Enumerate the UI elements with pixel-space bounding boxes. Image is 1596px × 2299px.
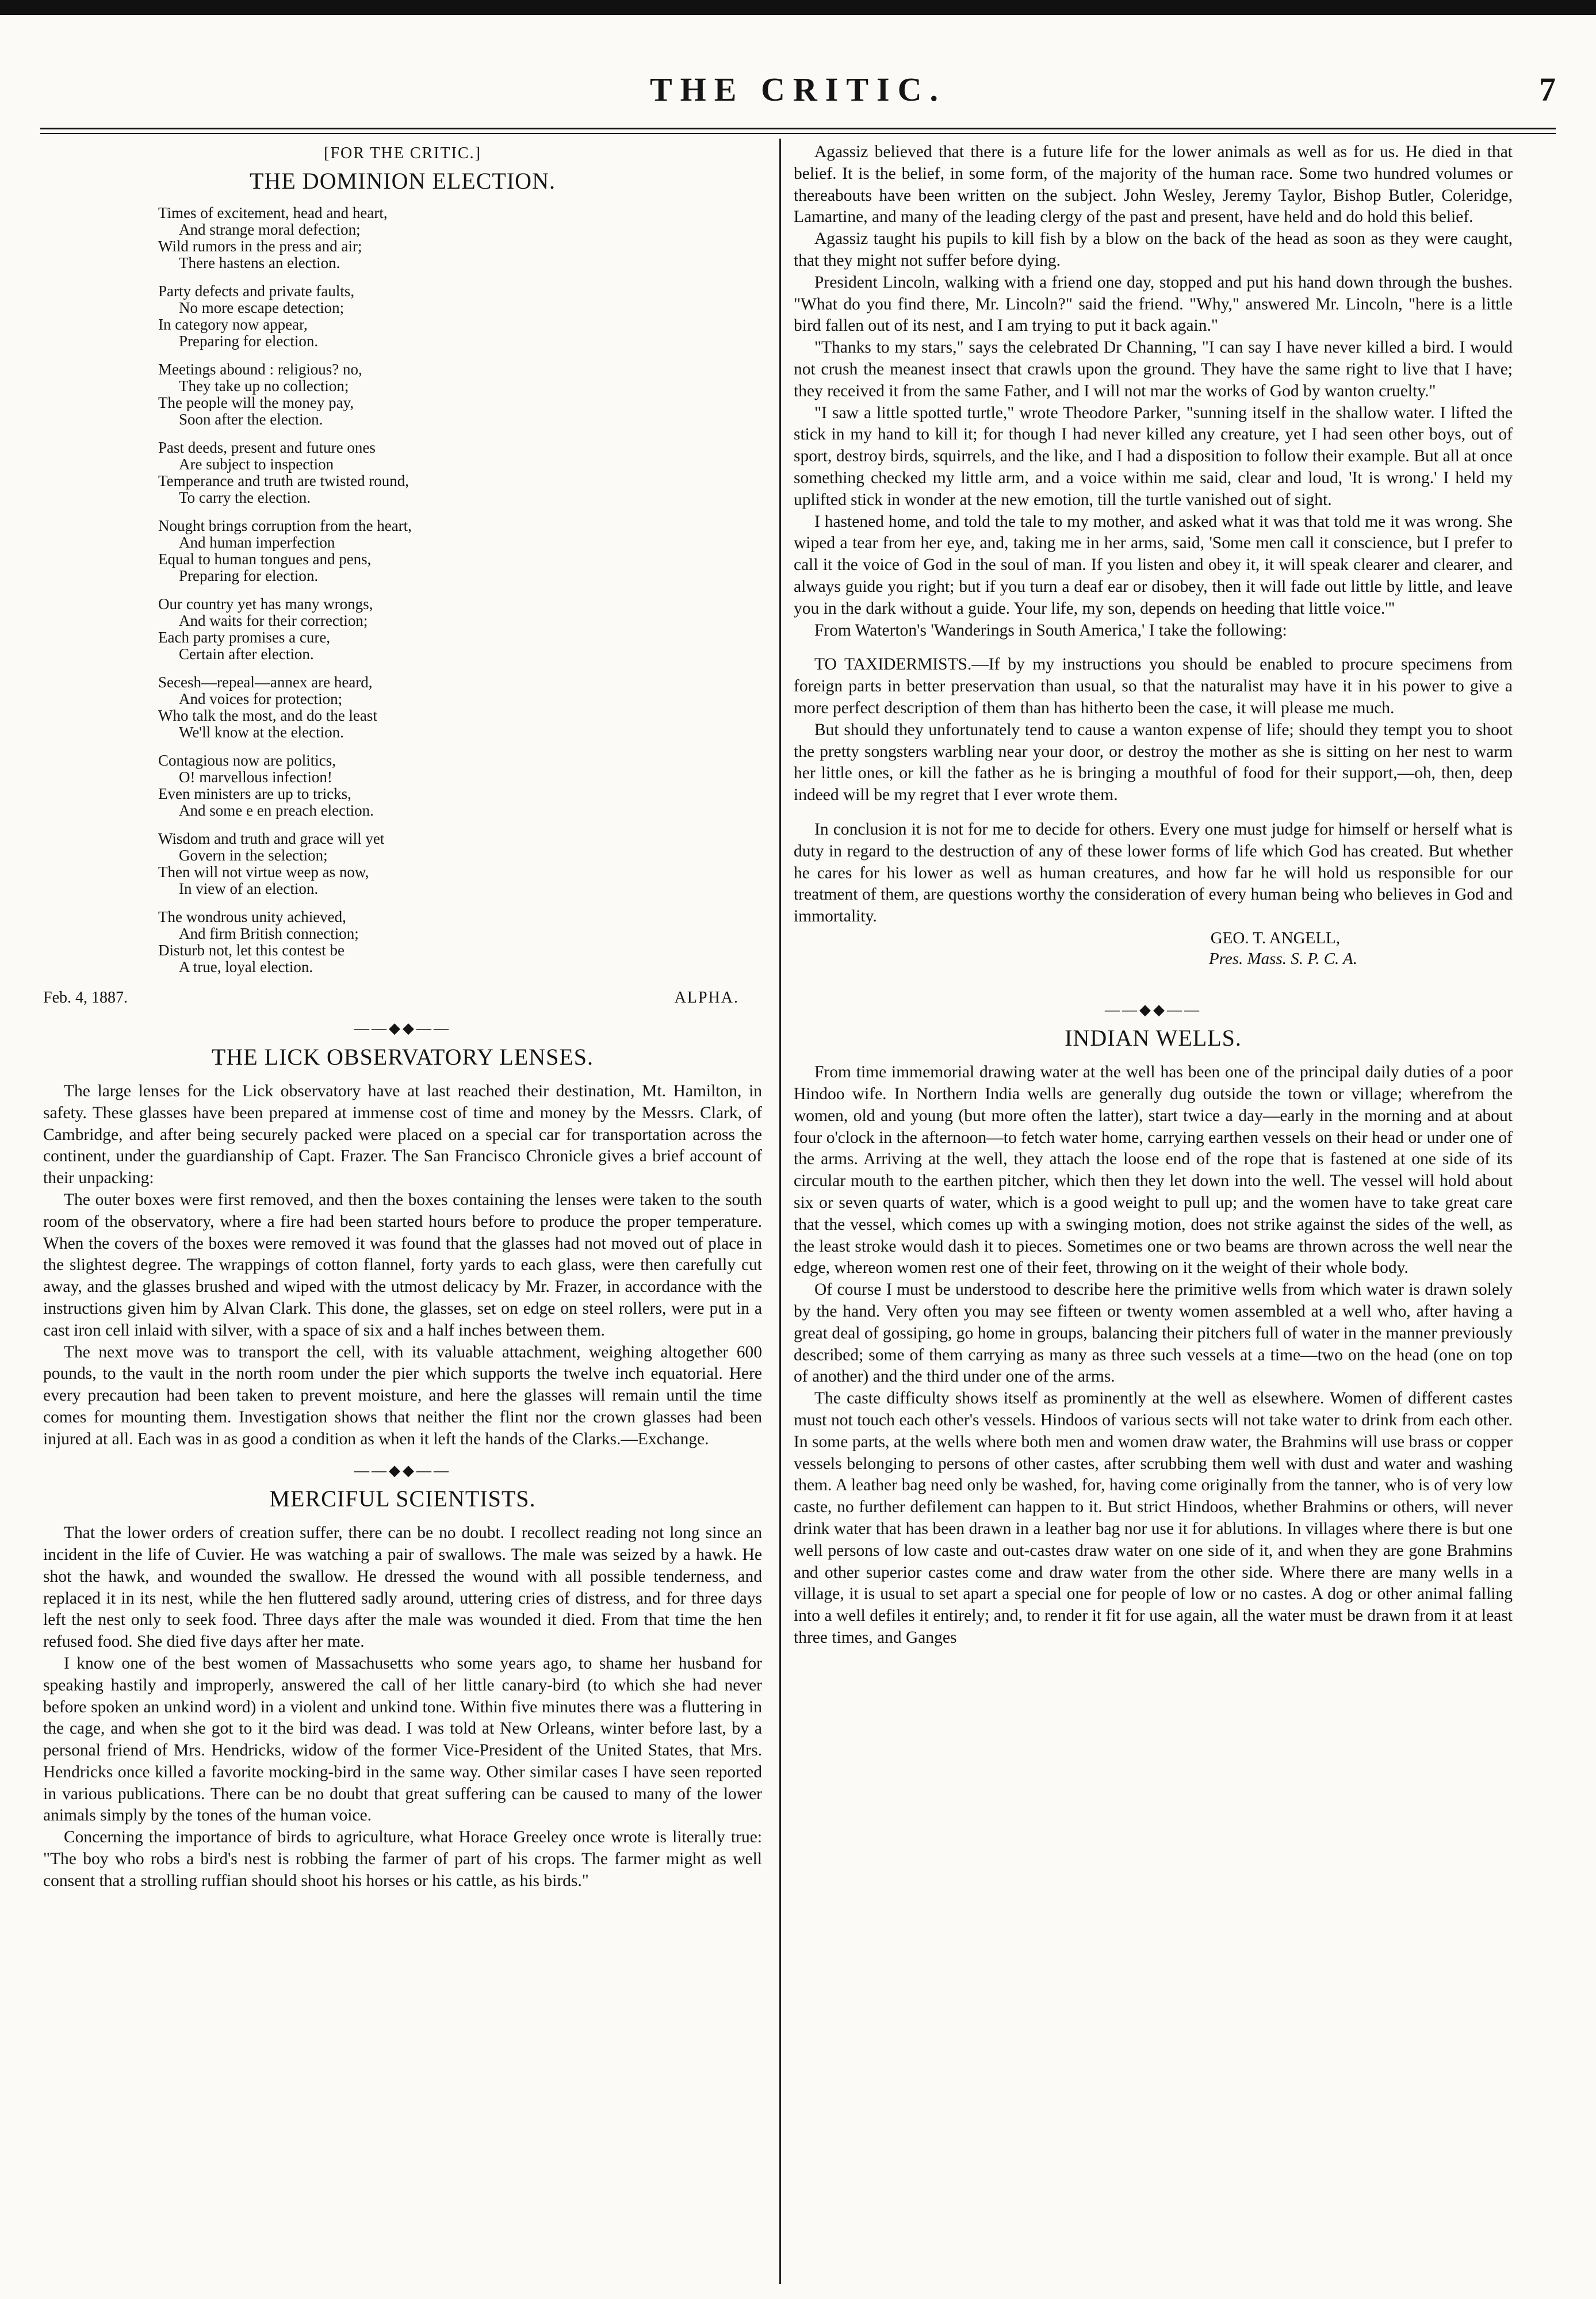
paragraph: The next move was to transport the cell, with its valuable attachment, weighing altogether 600 pounds, to the vault in the north room under the pier which supports the twelve inch equatorial. Here every precaution had been taken to prevent moisture, and here the glasses will remain until the time comes for mounting them. Investigation shows that neither the flint nor the crown glasses had been injured at all. Each was in as good a condition as when it left the hands of the Clarks.—Exchange. bbox=[43, 1342, 762, 1448]
header-rule bbox=[40, 128, 1556, 134]
top-border bbox=[0, 0, 1596, 15]
poem-line: Secesh—repeal—annex are heard, bbox=[158, 673, 373, 691]
ornament-divider: ——◆◆—— bbox=[354, 1020, 451, 1037]
right-column bbox=[794, 141, 1513, 1649]
poem-line: Govern in the selection; bbox=[179, 846, 328, 864]
paragraph: Agassiz taught his pupils to kill fish by a blow on the back of the head as soon as they were caught, that they might not suffer before dying. bbox=[794, 229, 1513, 270]
poem-line: Nought brings corruption from the heart, bbox=[158, 517, 412, 534]
poem-line: Equal to human tongues and pens, bbox=[158, 550, 372, 568]
paragraph: "I saw a little spotted turtle," wrote Theodore Parker, "sunning itself in the shallow water. I lifted the stick in my hand to kill it; for though I had never killed any creature, yet I had seen other boys, out of sport, destroy birds, squirrels, and the like, and I had a disposition to follow their example. But all at once something checked my little arm, and a voice within me said, clear and loud, 'It is wrong.' I held my uplifted stick in wonder at the new emotion, till the turtle vanished out of sight. bbox=[794, 403, 1513, 509]
poem-line: We'll know at the election. bbox=[179, 723, 344, 741]
paragraph: That the lower orders of creation suffer, there can be no doubt. I recollect reading not long since an incident in the life of Cuvier. He was watching a pair of swallows. The male was seized by a hawk. He shot the hawk, and wounded the swallow. He dressed the wound with all possible tenderness, and replaced it in its nest, while the hen fluttered sadly around, uttering cries of distress, and for three days left the nest only to seek food. Three days after the male was wounded it died. From that time the hen refused food. She died five days after her mate. bbox=[43, 1524, 762, 1651]
paragraph: From Waterton's 'Wanderings in South America,' I take the following: bbox=[814, 621, 1287, 640]
poem-line: And firm British connection; bbox=[179, 924, 359, 942]
article-body-lick bbox=[43, 1081, 762, 1451]
paragraph: TO TAXIDERMISTS.—If by my instructions you should be enabled to procure specimens from foreign parts in better preservation than usual, so that the naturalist may have it in his power to give a more perfect description of them than has hitherto been the case, it will please me much. bbox=[794, 655, 1513, 717]
waterton-quote bbox=[794, 654, 1513, 806]
poem-stanza bbox=[158, 752, 762, 819]
article-title-merciful: MERCIFUL SCIENTISTS. bbox=[269, 1486, 536, 1512]
poem bbox=[43, 205, 762, 976]
poem-stanza bbox=[158, 831, 762, 897]
ornament-divider: ——◆◆—— bbox=[354, 1462, 451, 1479]
poem-dateline bbox=[43, 987, 762, 1009]
paragraph: I hastened home, and told the tale to my mother, and asked what it was that told me it was wrong. She wiped a tear from her eye, and, taking me in her arms, said, 'Some men call it conscience, but I prefer to call it the voice of God in the soul of man. If you listen and obey it, it will speak clearer and clearer, and always guide you right; but if you turn a deaf ear or disobey, then it will fade out little by little, and leave you in the dark without a guide. Your life, my son, depends on heeding that little voice.'" bbox=[794, 512, 1513, 618]
paragraph: I know one of the best women of Massachusetts who some years ago, to shame her husband for speaking hastily and improperly, answered the call of her little canary-bird (to which she had never before spoken an unkind word) in a violent and unkind tone. Within five minutes there was a fluttering in the cage, and when she got to it the bird was dead. I was told at New Orleans, winter before last, by a personal friend of Mrs. Hendricks, widow of the former Vice-President of the United States, that Mrs. Hendricks once killed a favorite mocking-bird in the same way. Other similar cases I have seen reported in various publications. There can be no doubt that great suffering can be caused to many of the lower animals simply by the tones of the human voice. bbox=[43, 1654, 762, 1825]
poem-line: There hastens an election. bbox=[179, 254, 340, 271]
page-header bbox=[40, 70, 1556, 122]
poem-line: To carry the election. bbox=[179, 488, 311, 506]
poem-line: Who talk the most, and do the least bbox=[158, 706, 377, 724]
poem-title: THE DOMINION ELECTION. bbox=[250, 167, 556, 194]
left-column bbox=[43, 141, 762, 1892]
poem-line: Our country yet has many wrongs, bbox=[158, 595, 373, 613]
paragraph: "Thanks to my stars," says the celebrated Dr Channing, "I can say I have never killed a bird. I would not crush the meanest insect that crawls upon the ground. They have the same right to live that I have; they received it from the same Father, and I will not mar the works of God by wanton cruelty." bbox=[794, 338, 1513, 400]
paragraph: Agassiz believed that there is a future life for the lower animals as well as for us. He died in that belief. It is the belief, in some form, of the majority of the human race. Some two hundred volumes or thereabouts have been written on the subject. John Wesley, Jeremy Taylor, Bishop Butler, Coleridge, Lamartine, and many of the leading clergy of the past and present, have held and do hold this belief. bbox=[794, 143, 1513, 227]
poem-line: Even ministers are up to tricks, bbox=[158, 785, 351, 802]
poem-line: Wild rumors in the press and air; bbox=[158, 237, 362, 255]
paragraph: The outer boxes were first removed, and then the boxes containing the lenses were taken to the south room of the observatory, where a fire had been started hours before to produce the proper temperature. When the covers of the boxes were removed it was found that the glasses had not moved out of place in the slightest degree. The wrappings of cotton flannel, forty yards to each glass, were then carefully cut away, and the glasses brushed and wiped with the utmost delicacy by Mr. Frazer, in accordance with the instructions given him by Alvan Clark. This done, the glasses, set on edge on steel rollers, were put in a cast iron cell inlaid with silver, with a space of six and a half inches between them. bbox=[43, 1190, 762, 1340]
section-tag: [FOR THE CRITIC.] bbox=[324, 144, 481, 162]
paragraph: But should they unfortunately tend to cause a wanton expense of life; should they tempt you to shoot the pretty songsters warbling near your door, or destroy the mother as she is sitting on her nest to warm her little ones, or kill the father as he is bringing a mouthful of food for their support,—oh, then, deep indeed will be my regret that I ever wrote them. bbox=[794, 720, 1513, 805]
article-conclusion bbox=[794, 819, 1513, 928]
poem-stanza bbox=[158, 439, 762, 506]
poem-line: Times of excitement, head and heart, bbox=[158, 204, 388, 221]
paragraph: Of course I must be understood to describe here the primitive wells from which water is drawn solely by the hand. Very often you may see fifteen or twenty women assembled at a well who, after having a great deal of gossiping, go home in groups, balancing their pitchers full of water in the manner previously described; some of them carrying as many as three such vessels at a time—two on the head (one on top of another) and the third under one of the arms. bbox=[794, 1280, 1513, 1386]
poem-line: Contagious now are politics, bbox=[158, 751, 336, 769]
poem-signature: ALPHA. bbox=[674, 988, 739, 1007]
poem-stanza bbox=[158, 518, 762, 584]
page-number: 7 bbox=[1539, 71, 1556, 108]
poem-line: Temperance and truth are twisted round, bbox=[158, 472, 409, 489]
poem-line: Preparing for election. bbox=[179, 567, 319, 584]
paragraph: The large lenses for the Lick observatory have at last reached their destination, Mt. Hamilton, in safety. These glasses have been prepared at immense cost of time and money by the Messrs. Clark, of Cambridge, and after being securely packed were placed on a special car for transportation across the continent, under the guardianship of Capt. Frazer. The San Francisco Chronicle gives a brief account of their unpacking: bbox=[43, 1081, 762, 1188]
poem-line: A true, loyal election. bbox=[179, 958, 313, 976]
column-divider bbox=[779, 139, 781, 2284]
poem-line: No more escape detection; bbox=[179, 299, 345, 316]
article-title-wells: INDIAN WELLS. bbox=[1065, 1025, 1242, 1051]
paragraph: President Lincoln, walking with a friend one day, stopped and put his hand down through the bushes. "What do you find there, Mr. Lincoln?" said the friend. "Why," answered Mr. Lincoln, "here is a little bird fallen out of its nest, and I am trying to put it back again." bbox=[794, 273, 1513, 335]
poem-line: Wisdom and truth and grace will yet bbox=[158, 829, 385, 847]
poem-line: O! marvellous infection! bbox=[179, 768, 332, 786]
poem-line: And human imperfection bbox=[179, 533, 335, 551]
paragraph: In conclusion it is not for me to decide for others. Every one must judge for himself or herself what is duty in regard to the destruction of any of these lower forms of life which God has created. But whether he cares for his lower as well as human creatures, and how far he will hold us responsible for our treatment of them, are questions worthy the consideration of every human being who believes in God and immortality. bbox=[794, 820, 1513, 926]
poem-stanza bbox=[158, 283, 762, 350]
poem-line: And voices for protection; bbox=[179, 690, 343, 707]
author-title: Pres. Mass. S. P. C. A. bbox=[1208, 949, 1357, 968]
poem-line: Then will not virtue weep as now, bbox=[158, 863, 369, 881]
article-body-wells bbox=[794, 1062, 1513, 1649]
poem-line: And strange moral defection; bbox=[179, 220, 361, 238]
poem-line: In view of an election. bbox=[179, 879, 319, 897]
author-signature: GEO. T. ANGELL, bbox=[1210, 928, 1340, 947]
poem-line: The people will the money pay, bbox=[158, 393, 354, 411]
poem-stanza bbox=[158, 596, 762, 663]
poem-stanza bbox=[158, 361, 762, 428]
article-body-merciful bbox=[43, 1523, 762, 1892]
poem-date: Feb. 4, 1887. bbox=[43, 988, 128, 1007]
poem-line: And some e en preach election. bbox=[179, 801, 374, 819]
poem-line: Certain after election. bbox=[179, 645, 314, 663]
paragraph: From time immemorial drawing water at the well has been one of the principal daily duties of a poor Hindoo wife. In Northern India wells are generally dug outside the town or village; wherefrom the women, old and young (but more often the latter), start twice a day—early in the morning and at about four o'clock in the afternoon—to fetch water home, carrying earthen vessels on their head or under one of the arms. Arriving at the well, they attach the loose end of the rope that is fastened at one side of its circular mouth to the earthen pitcher, which then they let down into the well. The vessel will hold about six or seven quarts of water, which is a good weight to pull up; and the women have to take great care that the vessel, which comes up with a swinging motion, does not strike against the sides of the well, as the least stroke would dash it to pieces. Sometimes one or two beams are thrown across the well near the edge, whereon women rest one of their feet, throwing on it the weight of their whole body. bbox=[794, 1063, 1513, 1277]
ornament-divider: ——◆◆—— bbox=[1105, 1001, 1201, 1018]
poem-stanza bbox=[158, 205, 762, 271]
article-body-merciful-continued bbox=[794, 141, 1513, 641]
poem-line: Party defects and private faults, bbox=[158, 282, 355, 300]
poem-line: And waits for their correction; bbox=[179, 611, 368, 629]
poem-line: Past deeds, present and future ones bbox=[158, 438, 376, 456]
paragraph: Concerning the importance of birds to agriculture, what Horace Greeley once wrote is literally true: "The boy who robs a bird's nest is robbing the farmer of part of his crops. The farmer might as well consent that a strolling ruffian should shoot his horses or his cattle, as his birds." bbox=[43, 1828, 762, 1890]
poem-line: Meetings abound : religious? no, bbox=[158, 360, 362, 378]
poem-line: They take up no collection; bbox=[179, 377, 349, 395]
poem-stanza bbox=[158, 674, 762, 741]
article-title-lick: THE LICK OBSERVATORY LENSES. bbox=[211, 1044, 594, 1070]
poem-line: Soon after the election. bbox=[179, 410, 323, 428]
poem-line: Preparing for election. bbox=[179, 332, 319, 350]
poem-line: In category now appear, bbox=[158, 315, 308, 333]
poem-stanza bbox=[158, 909, 762, 976]
poem-line: The wondrous unity achieved, bbox=[158, 908, 346, 925]
poem-line: Each party promises a cure, bbox=[158, 628, 331, 646]
masthead: THE CRITIC. bbox=[650, 71, 946, 108]
poem-line: Disturb not, let this contest be bbox=[158, 941, 345, 959]
newspaper-page bbox=[40, 15, 1556, 2293]
poem-line: Are subject to inspection bbox=[179, 455, 334, 473]
paragraph: The caste difficulty shows itself as prominently at the well as elsewhere. Women of different castes must not touch each other's vessels. Hindoos of various sects will not take water to drink from each other. In some parts, at the wells where both men and women draw water, the Brahmins will use brass or copper vessels belonging to persons of other castes, after scrubbing them well with dust and water and washing them. A leather bag need only be washed, for, having come originally from the tanner, who is of very low caste, no further defilement can happen to it. But strict Hindoos, whether Brahmins or others, will never drink water that has been drawn in a leather bag nor use it for ablutions. In villages where there is but one well persons of low caste and out-castes draw water on one side of it, and when they are gone Brahmins and other superior castes come and draw water from the other side. Where there are many wells in a village, it is usual to set apart a special one for people of low or no castes. A dog or other animal falling into a well defiles it entirely; and, to render it fit for use again, all the water must be drawn from it at least three times, and Ganges bbox=[794, 1389, 1513, 1647]
